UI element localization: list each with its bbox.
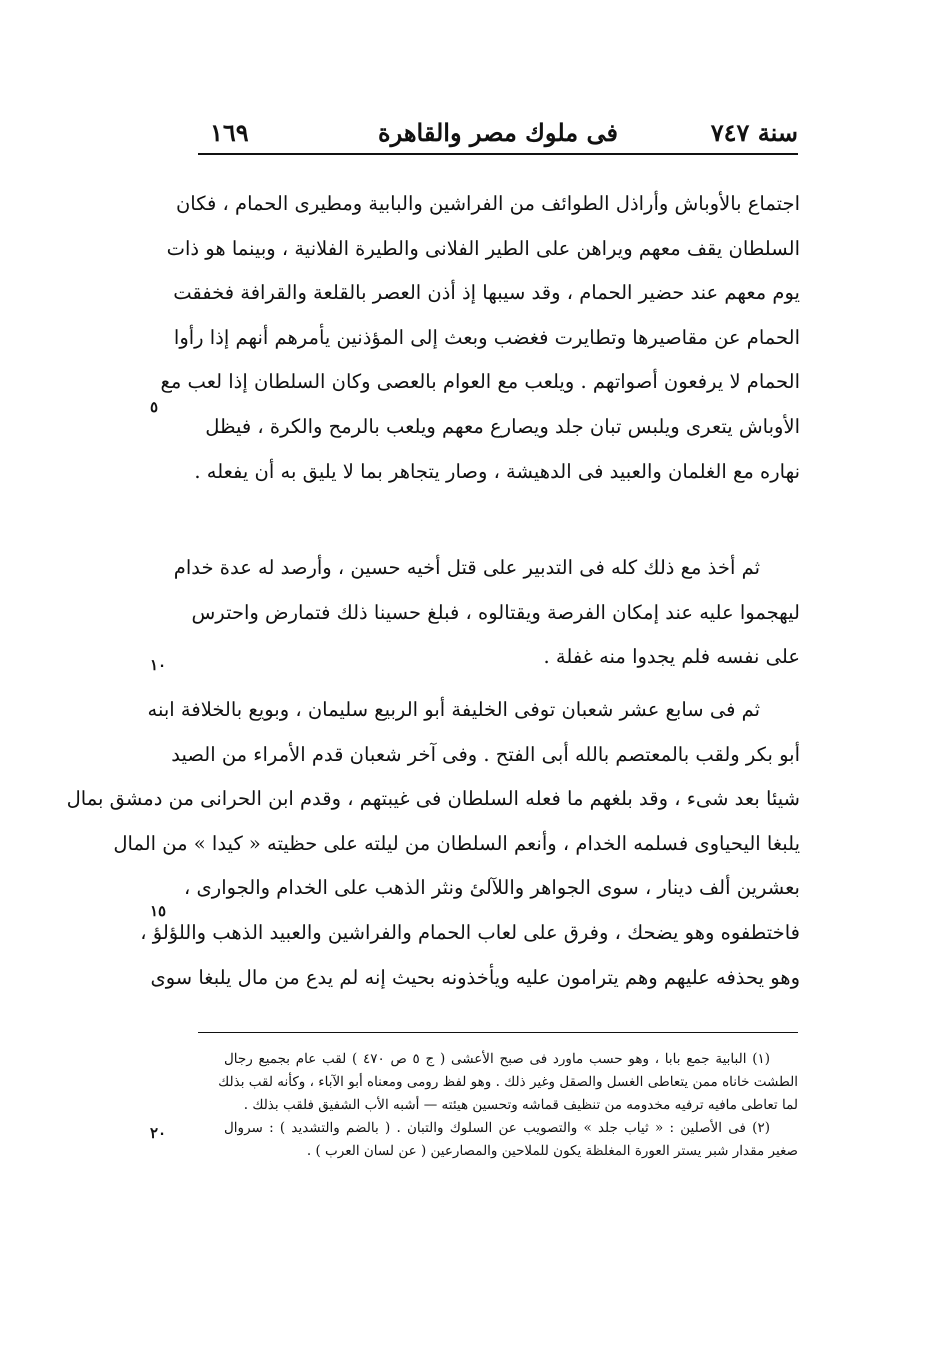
margin-line-number: ٥ bbox=[150, 398, 159, 416]
text-line: على نفسه فلم يجدوا منه غفلة . bbox=[543, 645, 800, 669]
header-title: فى ملوك مصر والقاهرة bbox=[378, 118, 618, 147]
text-line: الحمام لا يرفعون أصواتهم . ويلعب مع العوام بالعصى وكان السلطان إذا لعب مع bbox=[160, 370, 800, 394]
paragraph-1 bbox=[160, 182, 800, 494]
footnote-line: (١) البابية جمع بابا ، وهو حسب ماورد فى صبح الأعشى ( ج ٥ ص ٤٧٠ ) لقب عام بجميع رجال bbox=[224, 1051, 771, 1067]
header-year: سنة ٧٤٧ bbox=[710, 118, 798, 147]
text-line: نهاره مع الغلمان والعبيد فى الدهيشة ، وصار يتجاهر بما لا يليق به أن يفعله . bbox=[194, 459, 800, 483]
text-line: وهو يحذفه عليهم وهم يترامون عليه ويأخذونه بحيث إنه لم يدع من مال يلبغا سوى bbox=[150, 965, 800, 989]
footnotes bbox=[218, 1048, 798, 1163]
text-line: بعشرين ألف دينار ، سوى الجواهر واللآلئ ونثر الذهب على الخدام والجوارى ، bbox=[184, 876, 800, 900]
margin-line-number: ٢٠ bbox=[150, 1124, 167, 1142]
footnote-line: صغير مقدار شبر يستر العورة المغلظة يكون للملاحين والمصارعين ( عن لسان العرب ) . bbox=[306, 1143, 798, 1159]
text-line: الحمام عن مقاصيرها وتطايرت فغضب وبعث إلى المؤذنين يأمرهم أنهم إذا رأوا bbox=[173, 325, 800, 349]
paragraph-2 bbox=[173, 546, 800, 680]
margin-line-number: ١٠ bbox=[150, 656, 167, 674]
text-line: الأوباش يتعرى ويلبس تبان جلد ويصارع معهم ويلعب بالرمح والكرة ، فيظل bbox=[205, 414, 800, 438]
page-number: ١٦٩ bbox=[210, 118, 249, 147]
text-line: ثم أخذ مع ذلك كله فى التدبير على قتل أخيه حسين ، وأرصد له عدة خدام bbox=[173, 556, 760, 579]
text-line: ثم فى سابع عشر شعبان توفى الخليفة أبو الربيع سليمان ، وبويع بالخلافة ابنه bbox=[147, 698, 760, 721]
footnote-rule bbox=[198, 1032, 798, 1033]
text-line: ليهجموا عليه عند إمكان الفرصة ويقتالوه ، فبلغ حسينا ذلك فتمارض واحترس bbox=[191, 600, 800, 624]
footnote-line: لما تعاطى مافيه ترفيه مخدومه من تنظيف قماشه وتحسين هيئته — أشبه الأب الشفيق فلقب بذلك . bbox=[243, 1097, 798, 1113]
footnote-line: الطشت خاناه ممن يتعاطى الغسل والصقل وغير ذلك . وهو لفظ رومى ومعناه أبو الآباء ، وكأنه لقب بذلك bbox=[218, 1074, 798, 1090]
footnote-line: (٢) فى الأصلين : « ثياب جلد » والتصويب عن السلوك والتبان . ( بالضم والتشديد ) : سروال bbox=[224, 1120, 770, 1136]
margin-line-number: ١٥ bbox=[150, 902, 167, 920]
running-header bbox=[198, 112, 798, 152]
text-line: فاختطفوه وهو يضحك ، وفرق على لعاب الحمام والفراشين والعبيد الذهب واللؤلؤ ، bbox=[140, 920, 800, 944]
text-line: يلبغا اليحياوى فسلمه الخدام ، وأنعم السلطان من ليلته على حظيته « كيدا » من المال bbox=[113, 831, 800, 855]
header-rule bbox=[198, 153, 798, 155]
text-line: اجتماع بالأوباش وأراذل الطوائف من الفراشين والبابية ومطيرى الحمام ، فكان bbox=[175, 192, 800, 215]
text-line: أبو بكر ولقب بالمعتصم بالله أبى الفتح . وفى آخر شعبان قدم الأمراء من الصيد bbox=[171, 742, 800, 766]
text-line: شيئا بعد شىء ، وقد بلغهم ما فعله السلطان فى غيبتهم ، وقدم ابن الحرانى من دمشق بمال bbox=[66, 787, 800, 811]
text-line: السلطان يقف معهم ويراهن على الطير الفلانى والطيرة الفلانية ، وبينما هو ذات bbox=[166, 236, 800, 260]
text-line: يوم معهم عند حضير الحمام ، وقد سيبها إذ أذن العصر بالقلعة والقرافة فخفقت bbox=[173, 281, 800, 305]
